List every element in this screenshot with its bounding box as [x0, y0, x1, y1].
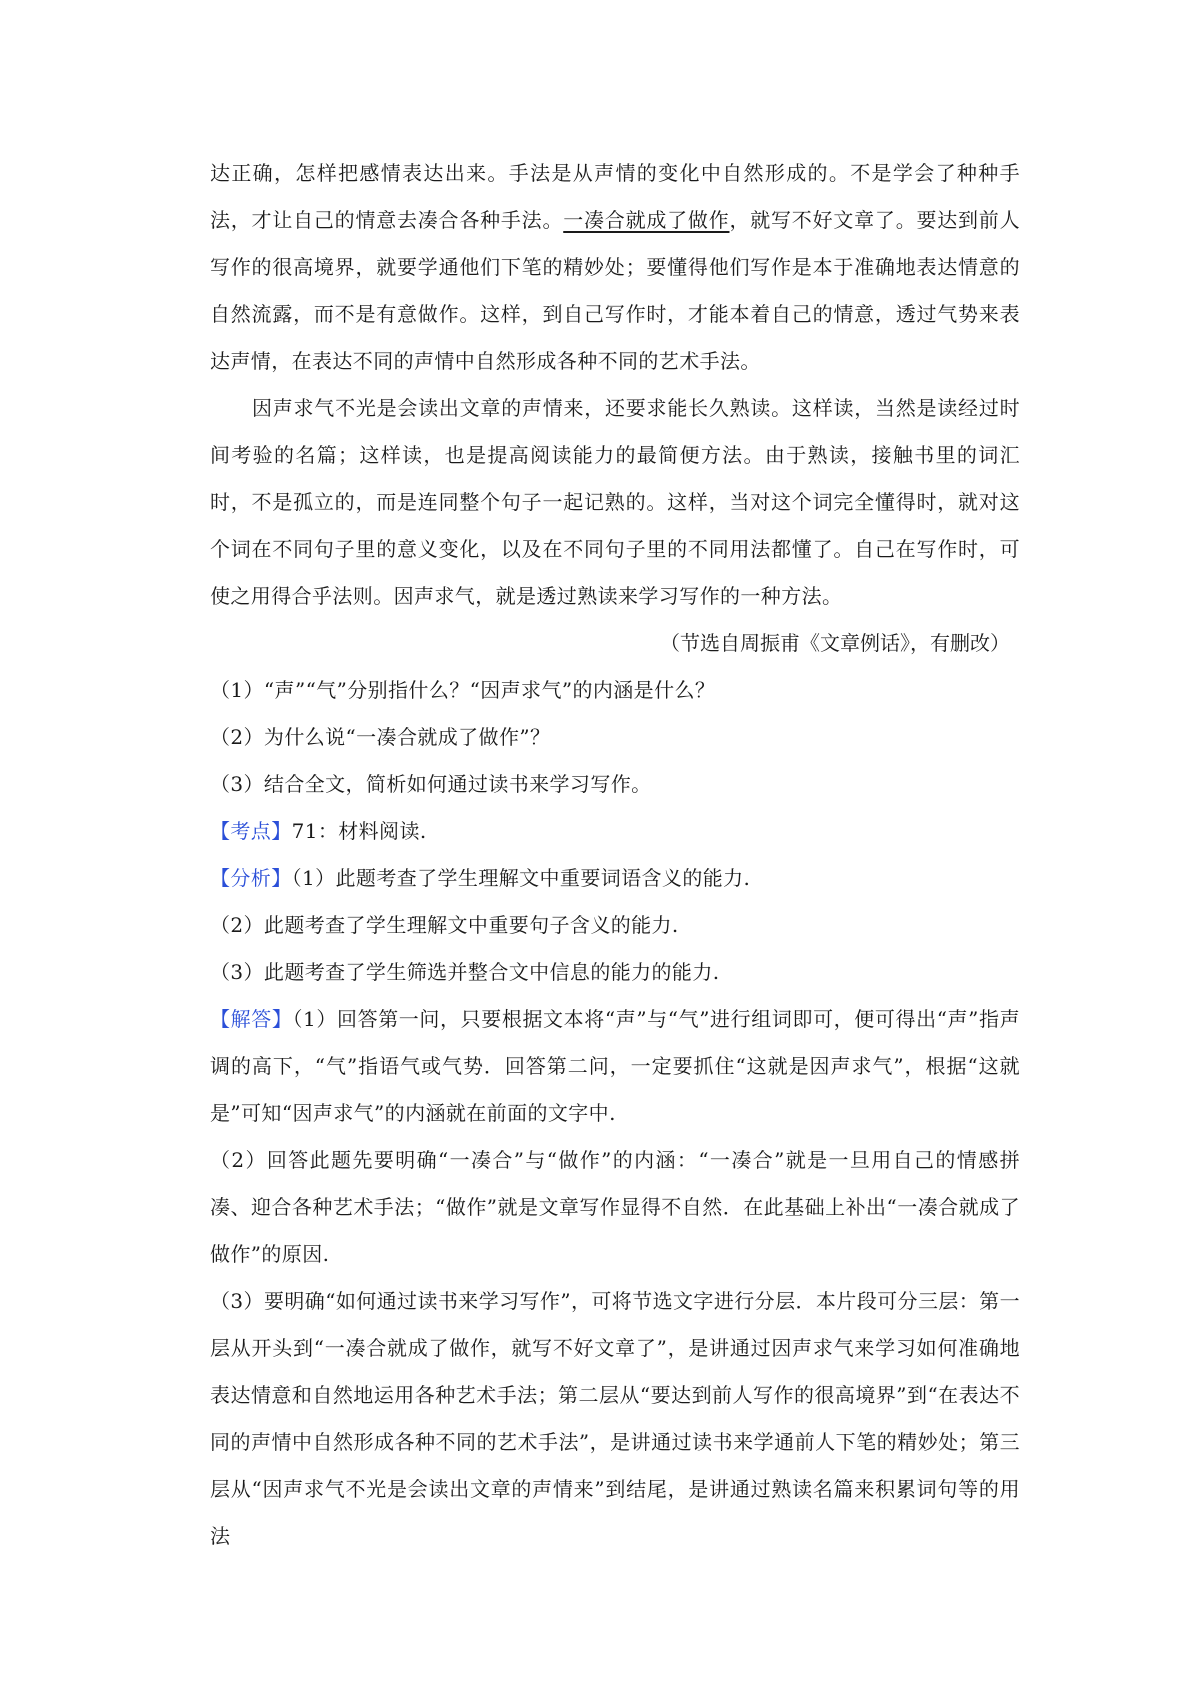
jieda-answer-1 — [210, 996, 1020, 1137]
kaodian-line — [210, 808, 1020, 855]
underlined-phrase: 一凑合就成了做作 — [563, 208, 730, 232]
fenxi-line-3: （3）此题考查了学生筛选并整合文中信息的能力的能力. — [210, 960, 720, 984]
fenxi-line-1 — [210, 855, 1020, 902]
passage-p1-end: ，就写不好文章了。要达到前人写作的很高境界，就要学通他们下笔的精妙处；要懂得他们写作是本于准确地表达情意的自然流露，而不是有意做作。这样，到自己写作时，才能本着自己的情意，透过气势来表达声情，在表达不同的声情中自然形成各种不同的艺术手法。 — [210, 208, 1020, 373]
fenxi-text-1: （1）此题考查了学生理解文中重要词语含义的能力. — [291, 866, 751, 890]
jieda-text-1: （1）回答第一问，只要根据文本将“声”与“气”进行组词即可，便可得出“声”指声调的高下，“气”指语气或气势．回答第二问，一定要抓住“这就是因声求气”，根据“这就是”可知“因声求气”的内涵就在前面的文字中. — [210, 1007, 1020, 1125]
kaodian-text: 71：材料阅读. — [291, 819, 427, 843]
fenxi-tag: 【分析】 — [210, 866, 292, 890]
jieda-tag: 【解答】 — [210, 1007, 293, 1031]
jieda-answer-3: （3）要明确“如何通过读书来学习写作”，可将节选文字进行分层．本片段可分三层：第一层从开头到“一凑合就成了做作，就写不好文章了”，是讲通过因声求气来学习如何准确地表达情意和自然地运用各种艺术手法；第二层从“要达到前人写作的很高境界”到“在表达不同的声情中自然形成各种不同的艺术手法”，是讲通过读书来学通前人下笔的精妙处；第三层从“因声求气不光是会读出文章的声情来”到结尾，是讲通过熟读名篇来积累词句等的用法 — [210, 1289, 1020, 1548]
passage-source: （节选自周振甫《文章例话》，有删改） — [660, 631, 1010, 655]
question-2: （2）为什么说“一凑合就成了做作”？ — [210, 725, 551, 749]
jieda-answer-2: （2）回答此题先要明确“一凑合”与“做作”的内涵：“一凑合”就是一旦用自己的情感拼凑、迎合各种艺术手法；“做作”就是文章写作显得不自然．在此基础上补出“一凑合就成了做作”的原因. — [210, 1148, 1020, 1266]
fenxi-line-2: （2）此题考查了学生理解文中重要句子含义的能力. — [210, 913, 679, 937]
passage-paragraph-2: 因声求气不光是会读出文章的声情来，还要求能长久熟读。这样读，当然是读经过时间考验的名篇；这样读，也是提高阅读能力的最简便方法。由于熟读，接触书里的词汇时，不是孤立的，而是连同整个句子一起记熟的。这样，当对这个词完全懂得时，就对这个词在不同句子里的意义变化，以及在不同句子里的不同用法都懂了。自己在写作时，可使之用得合乎法则。因声求气，就是透过熟读来学习写作的一种方法。 — [210, 396, 1020, 608]
kaodian-tag: 【考点】 — [210, 819, 292, 843]
question-3: （3）结合全文，简析如何通过读书来学习写作。 — [210, 772, 652, 796]
passage-paragraph-1 — [210, 150, 1020, 385]
passage-p1-start: 达正确，怎样把感情表达出来。手法是从声情的变化中自然形成的。不是学会了种种手法，才让自己的情意去凑合各种手法。 — [210, 161, 1020, 232]
question-1: （1）“声”“气”分别指什么？“因声求气”的内涵是什么？ — [210, 678, 716, 702]
document-page — [210, 150, 1020, 1560]
